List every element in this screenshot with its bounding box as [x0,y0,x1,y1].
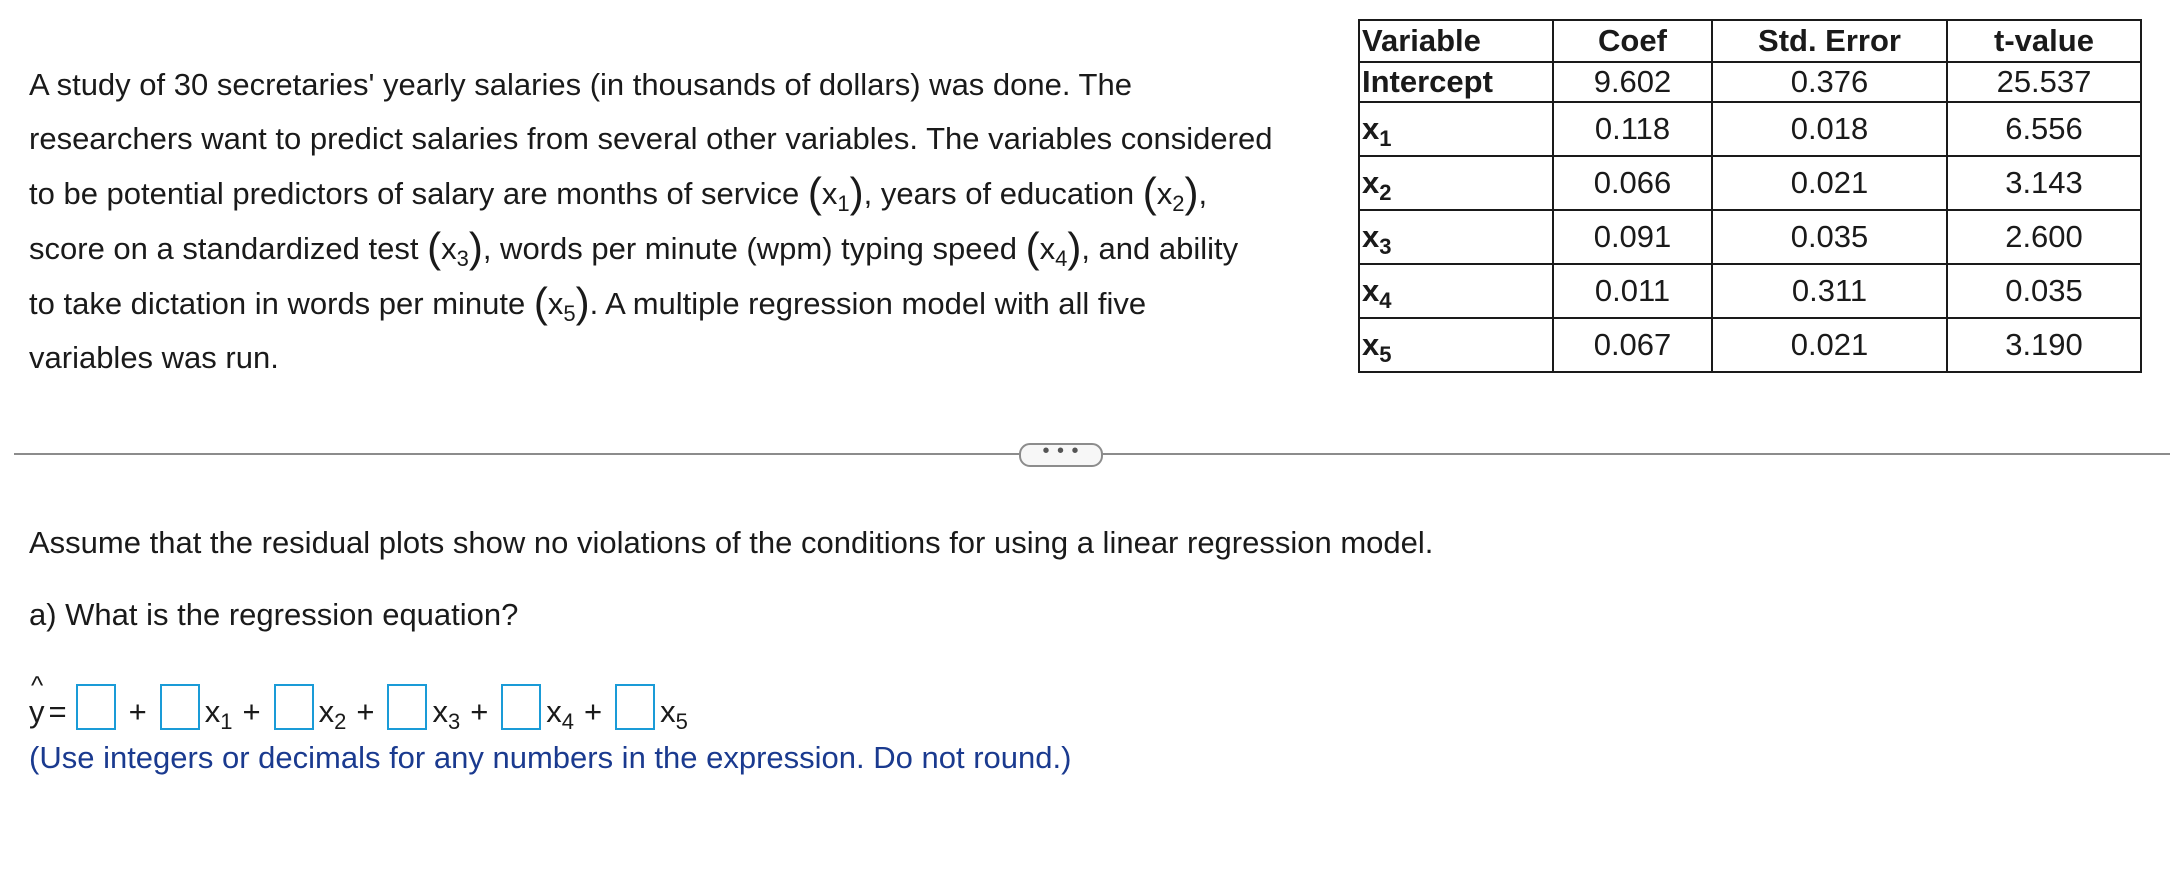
assumption-text: Assume that the residual plots show no violations of the conditions for using a linear regression model. [29,525,1434,560]
instruction-hint: (Use integers or decimals for any numbers in the expression. Do not round.) [29,740,1072,775]
table-row [1359,264,2141,318]
header-std-error: Std. Error [1712,20,1947,62]
question-a: a) What is the regression equation? [29,597,519,632]
var-x1: $x_1$ [821,176,850,216]
cell-coef: 0.118 [1553,102,1712,156]
problem-line-5: to take dictation in words per minute $(x_5)$. A multiple regression model with all five [29,279,1147,326]
cell-coef: 0.091 [1553,210,1712,264]
cell-coef: 0.066 [1553,156,1712,210]
var-x2: $x_2$ [1156,176,1185,216]
plus-sign: + [584,694,603,729]
equals-sign: = [48,694,67,729]
hat-symbol: ^ [31,670,44,700]
cell-coef: 0.067 [1553,318,1712,372]
row-label-x5: $x_5$ [1359,318,1553,372]
cell-t: 6.556 [1947,102,2141,156]
cell-t: 0.035 [1947,264,2141,318]
row-label-x1: $x_1$ [1359,102,1553,156]
table-row [1359,210,2141,264]
plus-sign: + [242,694,261,729]
cell-se: 0.021 [1712,318,1947,372]
coef-x5-input[interactable] [615,684,655,730]
table-header-row [1359,20,2141,62]
cell-t: 3.190 [1947,318,2141,372]
table-row [1359,318,2141,372]
row-label-x2: $x_2$ [1359,156,1553,210]
header-coef: Coef [1553,20,1712,62]
var-x4: $x_4$ [1039,231,1068,271]
eq-var-x5: $x_5$ [660,694,688,734]
coef-x2-input[interactable] [274,684,314,730]
row-label-x4: $x_4$ [1359,264,1553,318]
problem-line-1: A study of 30 secretaries' yearly salaries (in thousands of dollars) was done. The [29,67,1132,102]
intercept-input[interactable] [76,684,116,730]
cell-se: 0.018 [1712,102,1947,156]
cell-coef: 0.011 [1553,264,1712,318]
cell-se: 0.311 [1712,264,1947,318]
cell-t: 2.600 [1947,210,2141,264]
problem-line-3: to be potential predictors of salary are months of service $(x_1)$, years of education $(x_2)$, [29,169,1208,216]
table-row [1359,156,2141,210]
coef-x1-input[interactable] [160,684,200,730]
coef-x3-input[interactable] [387,684,427,730]
var-x3: $x_3$ [441,231,469,271]
problem-statement [29,58,1349,385]
problem-line-4: score on a standardized test $(x_3)$, words per minute (wpm) typing speed $(x_4)$, and ability [29,224,1239,271]
table-row [1359,102,2141,156]
cell-se: 0.376 [1712,62,1947,102]
header-t-value: t-value [1947,20,2141,62]
problem-line-6: variables was run. [29,340,279,375]
y-hat: ^ y [29,670,45,729]
expand-more-button[interactable]: • • • [1019,443,1103,467]
plus-sign: + [356,694,375,729]
cell-t: 3.143 [1947,156,2141,210]
regression-equation [29,670,688,734]
cell-t: 25.537 [1947,62,2141,102]
cell-se: 0.035 [1712,210,1947,264]
coef-x4-input[interactable] [501,684,541,730]
table-row [1359,62,2141,102]
row-label-intercept: Intercept [1359,62,1553,102]
plus-sign: + [470,694,489,729]
var-x5: $x_5$ [547,286,576,326]
eq-var-x4: $x_4$ [546,694,575,734]
cell-se: 0.021 [1712,156,1947,210]
eq-var-x3: $x_3$ [432,694,461,734]
eq-var-x1: $x_1$ [204,694,233,734]
eq-var-x2: $x_2$ [318,694,347,734]
problem-line-2: researchers want to predict salaries from several other variables. The variables considered [29,121,1273,156]
row-label-x3: $x_3$ [1359,210,1553,264]
regression-table [1358,19,2142,373]
cell-coef: 9.602 [1553,62,1712,102]
header-variable: Variable [1359,20,1553,62]
plus-sign: + [128,694,147,729]
